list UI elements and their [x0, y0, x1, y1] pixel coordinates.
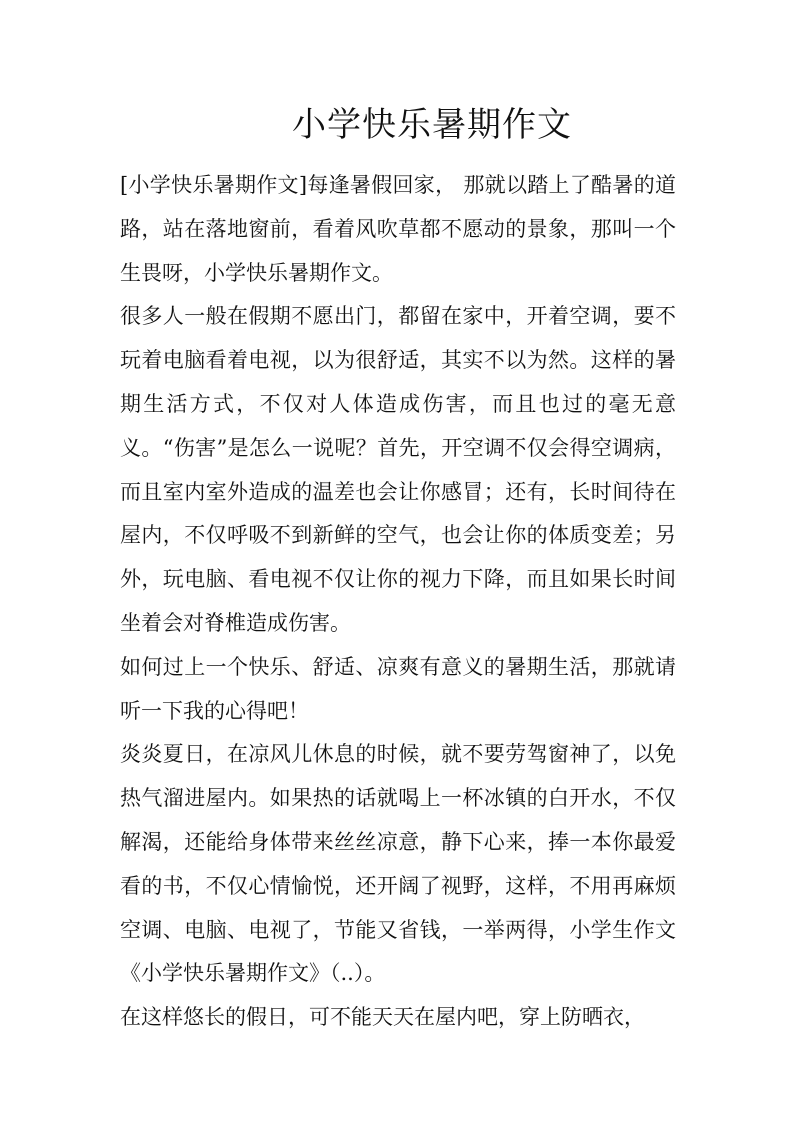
paragraph-5: 在这样悠长的假日，可不能天天在屋内吧，穿上防晒衣，	[120, 1005, 645, 1030]
document-title: 小学快乐暑期作文	[292, 105, 572, 145]
paragraph-2: 很多人一般在假期不愿出门，都留在家中，开着空调，要不玩着电脑看着电视，以为很舒适，其实不以为然。这样的暑期生活方式，不仅对人体造成伤害，而且也过的毫无意义。“伤害”是怎么一说呢？首先，开空调不仅会得空调病，而且室内室外造成的温差也会让你感冒；还有，长时间待在屋内，不仅呼吸不到新鲜的空气，也会让你的体质变差；另外，玩电脑、看电视不仅让你的视力下降，而且如果长时间坐着会对脊椎造成伤害。	[120, 304, 676, 635]
paragraph-4: 炎炎夏日，在凉风儿休息的时候，就不要劳驾窗神了，以免热气溜进屋内。如果热的话就喝上一杯冰镇的白开水，不仅解渴，还能给身体带来丝丝凉意，静下心来，捧一本你最爱看的书，不仅心情愉悦，还开阔了视野，这样，不用再麻烦空调、电脑、电视了，节能又省钱，一举两得，小学生作文《小学快乐暑期作文》（..）。	[120, 742, 676, 986]
paragraph-1: [小学快乐暑期作文]每逢暑假回家， 那就以踏上了酷暑的道路，站在落地窗前，看着风吹草都不愿动的景象，那叫一个生畏呀，小学快乐暑期作文。	[120, 173, 676, 285]
document-body	[120, 164, 676, 1040]
paragraph-3: 如何过上一个快乐、舒适、凉爽有意义的暑期生活，那就请听一下我的心得吧！	[120, 654, 676, 723]
